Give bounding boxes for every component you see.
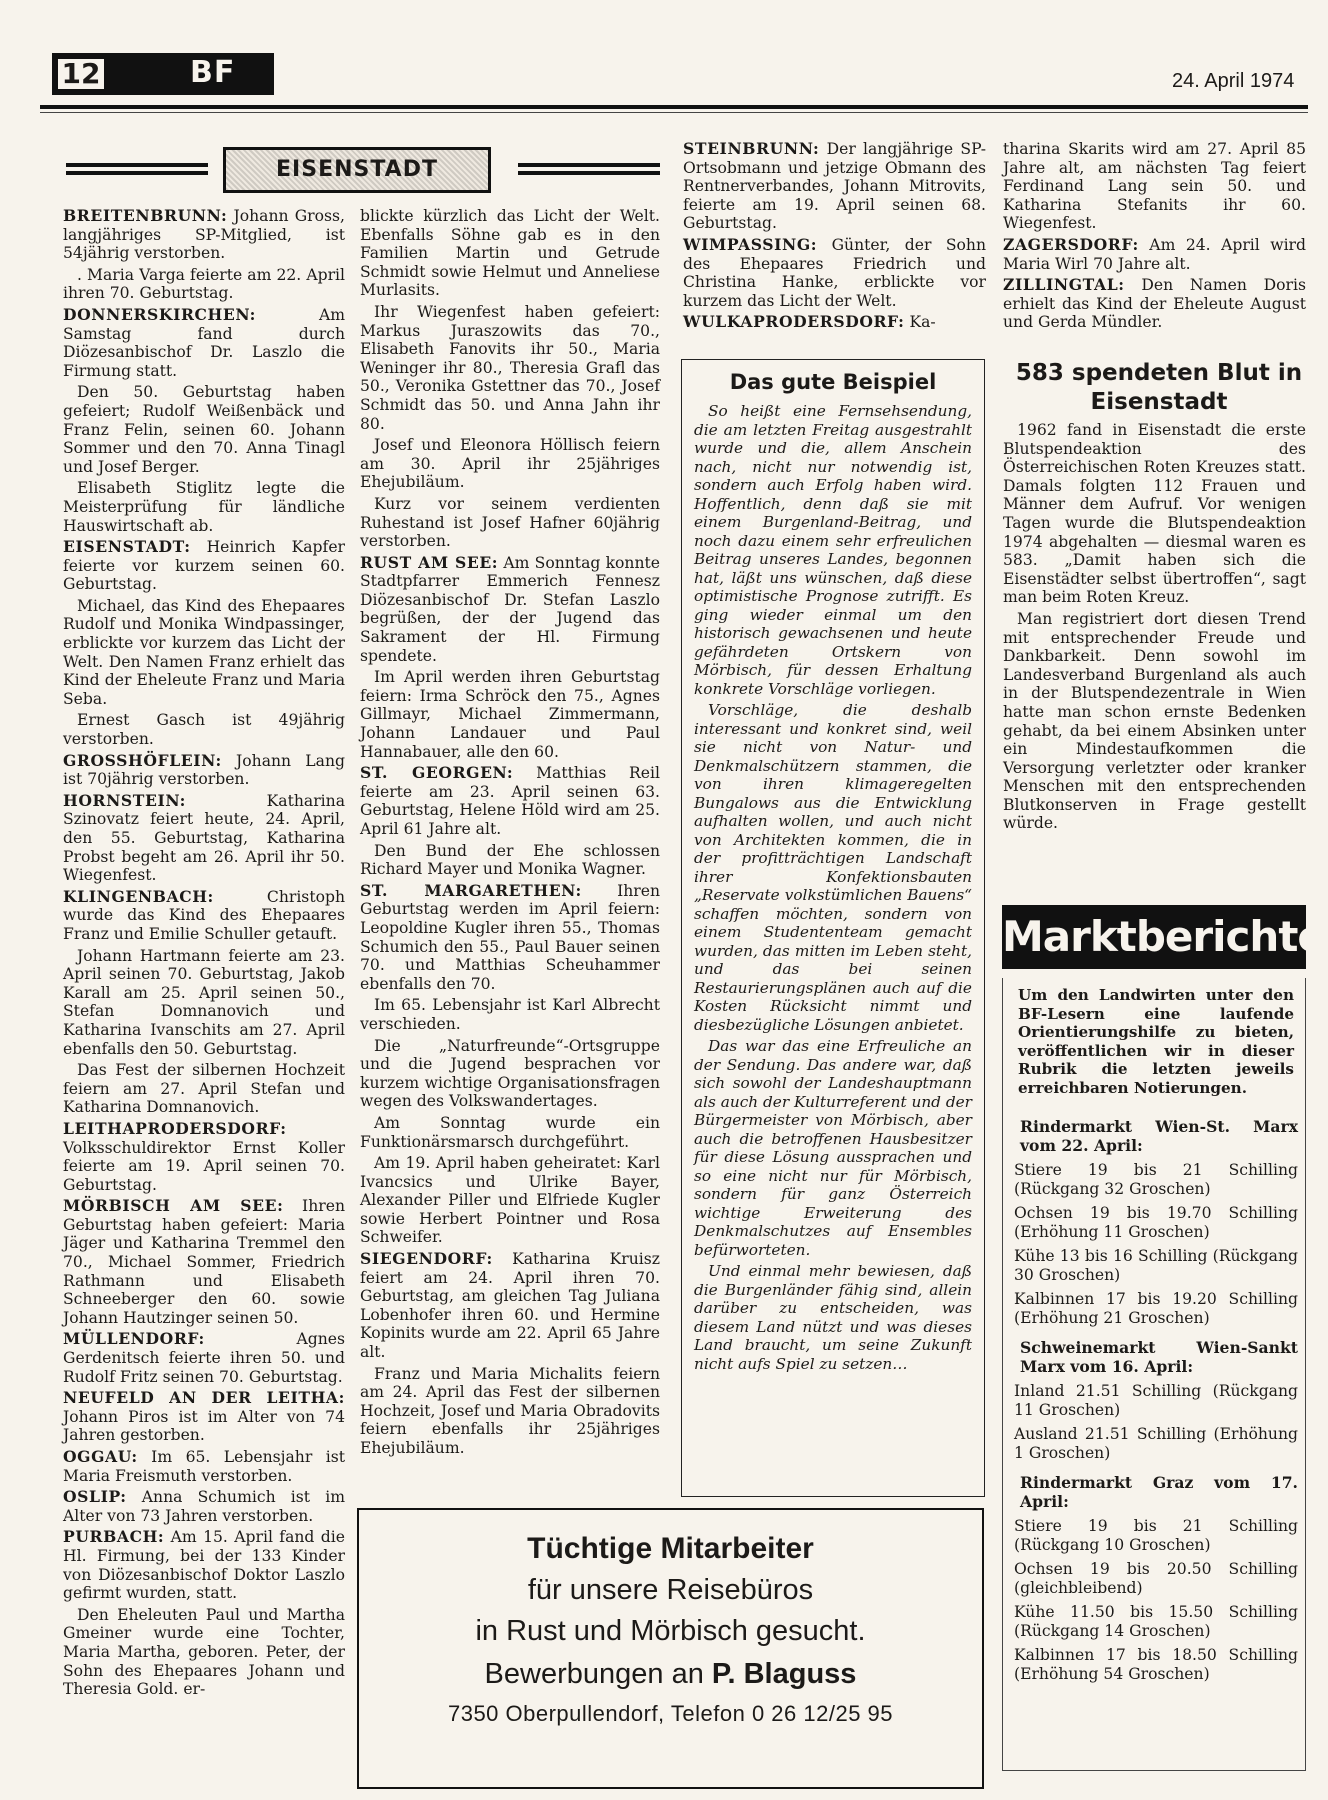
ad-contact-line <box>359 1658 982 1691</box>
news-item <box>360 842 660 879</box>
news-text: Den Eheleuten Paul und Martha Gmeiner wurde eine Tochter, Maria Martha, geboren. Peter, der Sohn des Ehepaares Johann und Theresia Gold. er- <box>63 1605 345 1699</box>
place-keyword: ST. GEORGEN: <box>360 763 514 783</box>
column-1 <box>63 207 345 1702</box>
news-text: Volksschuldirektor Ernst Koller feierte am 19. April seinen 70. Geburtstag. <box>63 1138 345 1194</box>
news-item <box>360 207 660 300</box>
news-item <box>63 306 345 380</box>
feature-paragraph: So heißt eine Fernsehsendung, die am letzten Freitag ausgestrahlt wurde und die, allem Anschein nach, nicht nur notwendig ist, sondern auch Erfolg haben wird. Hoffentlich, denn daß sie mit einem Burgenland-Beitrag, und noch dazu einem sehr erfreulichen Beitrag unseres Landes, begonnen hat, läßt uns wünschen, daß diese optimistische Prognose zutrifft. Es ging wieder einmal um den historisch gewachsenen und heute gefährdeten Ortskern von Mörbisch, für dessen Erhaltung konkrete Vorschläge vorliegen. <box>694 402 972 698</box>
news-text: Katharina Kruisz feiert am 24. April ihren 70. Geburtstag, am gleichen Tag Juliana Lobenhofer ihren 60. und Hermine Kopinits wurde am 22. April 65 Jahre alt. <box>360 1250 660 1362</box>
ad-address: 7350 Oberpullendorf, Telefon 0 26 12/25 95 <box>447 1701 894 1726</box>
news-item <box>63 1120 345 1194</box>
blood-paragraph: Man registriert dort diesen Trend mit entsprechender Freude und Dankbarkeit. Denn sowohl im Landesverband Burgenland als auch in der Blutspendezentrale in Wien hatte man schon ernste Bedenken gehabt, da bei einem Absinken unter ein Mindestaufkommen die Versorgung verletzter oder kranker Menschen mit den entsprechenden Blutkonserven in Frage gestellt würde. <box>1003 609 1306 833</box>
paper-name: BF <box>190 55 236 90</box>
market-heading: Rindermarkt Wien-St. Marx vom 22. April: <box>1020 1117 1298 1155</box>
blood-headline: 583 spendeten Blut in Eisenstadt <box>1015 360 1303 415</box>
place-keyword: DONNERSKIRCHEN: <box>63 304 257 324</box>
page-number: 12 <box>56 57 106 91</box>
news-item <box>360 1037 660 1111</box>
news-item <box>360 554 660 666</box>
market-quote: Stiere 19 bis 21 Schilling (Rückgang 10 Groschen) <box>1014 1517 1298 1554</box>
feature-paragraph: Das war das eine Erfreuliche an der Sendung. Das andere war, daß sich sowohl der Landeshauptmann als auch der Kulturreferent und der Bürgermeister von Mörbisch, aber auch die betroffenen Hausbesitzer für diese Lösung aussprachen und so eine nicht nur für Mörbisch, sondern für ganz Österreich wichtige Erweiterung des Denkmalschutzes auf Ensembles befürworteten. <box>694 1037 972 1259</box>
market-quote: Kalbinnen 17 bis 18.50 Schilling (Erhöhung 54 Groschen) <box>1014 1646 1298 1683</box>
blood-paragraph: 1962 fand in Eisenstadt die erste Blutspendeaktion des Österreichischen Roten Kreuzes statt. Damals folgten 112 Frauen und Männer dem Aufruf. Vor wenigen Tagen wurde die Blutspendeaktion 1974 abgehalten — diesmal waren es 583. „Damit haben sich die Eisenstädter selbst übertroffen“, sagt man beim Roten Kreuz. <box>1003 421 1306 607</box>
news-text: Das Fest der silbernen Hochzeit feiern am 27. April Stefan und Katharina Domnanovich. <box>63 1061 345 1117</box>
news-item <box>63 538 345 594</box>
news-text: Die „Naturfreunde“-Ortsgruppe und die Jugend besprachen vor kurzem wichtige Organisationsfragen wegen des Volkswandertages. <box>360 1036 660 1111</box>
column-2 <box>360 207 660 1461</box>
place-keyword: EISENSTADT: <box>63 537 191 557</box>
place-keyword: STEINBRUNN: <box>683 139 820 158</box>
ad-line-2: für unsere Reisebüros <box>527 1574 814 1606</box>
place-keyword: ZAGERSDORF: <box>1003 234 1139 254</box>
news-item <box>63 1528 345 1602</box>
ad-line-3: in Rust und Mörbisch gesucht. <box>475 1615 866 1647</box>
feature-box <box>681 359 985 1497</box>
news-text: Ihr Wiegenfest haben gefeiert: Markus Juraszowits das 70., Elisabeth Fanovits ihr 50., Maria Weninger ihr 80., Theresia Grafl das 50., Veronika Gstettner das 70., Josef Schmidt das 50. und Anna Jahn ihr 80. <box>360 302 660 433</box>
news-item <box>360 1114 660 1151</box>
news-item <box>63 207 345 263</box>
news-text: . Maria Varga feierte am 22. April ihren 70. Geburtstag. <box>63 265 345 303</box>
news-text: Am 15. April fand die Hl. Firmung, bei der 133 Kinder von Diözesanbischof Doktor Laszlo gefirmt wurden, statt. <box>63 1528 345 1603</box>
news-text: Günter, der Sohn des Ehepaares Friedrich und Christina Hanke, erblickte vor kurzem das Licht der Welt. <box>683 235 986 310</box>
news-item <box>360 1250 660 1362</box>
place-keyword: HORNSTEIN: <box>63 790 187 810</box>
news-item <box>63 947 345 1059</box>
place-keyword: OGGAU: <box>63 1447 138 1466</box>
market-intro: Um den Landwirten unter den BF-Lesern eine laufende Orientierungshilfe zu bieten, veröffentlichen wir in dieser Rubrik die letzten jeweils erreichbaren Notierungen. <box>1018 986 1294 1097</box>
news-text: Ernest Gasch ist 49jährig verstorben. <box>63 711 345 749</box>
news-text: tharina Skarits wird am 27. April 85 Jahre alt, am nächsten Tag feiert Ferdinand Lang sein 50. und Katharina Stefanits ihr 60. Wiegenfest. <box>1003 140 1306 233</box>
place-keyword: MÜLLENDORF: <box>63 1329 205 1349</box>
market-quote: Ochsen 19 bis 19.70 Schilling (Erhöhung 11 Groschen) <box>1014 1204 1298 1241</box>
column-3-top <box>683 140 986 335</box>
place-keyword: OSLIP: <box>63 1487 127 1507</box>
market-reports-title: Marktberichte <box>1002 905 1306 969</box>
news-item <box>360 303 660 433</box>
news-text: Am 19. April haben geheiratet: Karl Ivancsics und Ulrike Bayer, Alexander Piller und Elfriede Kugler sowie Herbert Pointner und Rosa Schweifer. <box>360 1154 660 1247</box>
place-keyword: ZILLINGTAL: <box>1003 275 1125 295</box>
news-item <box>360 1154 660 1247</box>
market-quote: Kalbinnen 17 bis 19.20 Schilling (Erhöhung 21 Groschen) <box>1014 1290 1298 1327</box>
news-text: Im 65. Lebensjahr ist Karl Albrecht verschieden. <box>360 996 660 1033</box>
news-item <box>63 792 345 885</box>
news-text: Am Sonntag konnte Stadtpfarrer Emmerich Fennesz Diözesanbischof Dr. Stefan Laszlo begrüßen, der der Jugend das Sakrament der Hl. Firmung spendete. <box>360 553 660 665</box>
news-item <box>360 764 660 838</box>
feature-body <box>694 402 972 1373</box>
news-text: Johann Gross, langjähriges SP-Mitglied, ist 54jährig verstorben. <box>63 207 345 263</box>
news-item <box>683 313 986 332</box>
news-text: Johann Hartmann feierte am 23. April seinen 70. Geburtstag, Jakob Karall am 25. April seinen 50., Stefan Domnanovich und Katharina Ivanschits am 27. April ebenfalls den 50. Geburtstag. <box>63 946 345 1058</box>
news-item <box>360 996 660 1033</box>
news-text: Ihren Geburtstag haben gefeiert: Maria Jäger und Katharina Tremmel den 70., Michael Sommer, Friedrich Rathmann und Elisabeth Schneeberger den 60. sowie Johann Hautzinger seinen 50. <box>63 1197 345 1327</box>
place-keyword: MÖRBISCH AM SEE: <box>63 1196 284 1216</box>
feature-paragraph: Und einmal mehr bewiesen, daß die Burgenländer fähig sind, allein darüber zu entscheiden, was diesem Land nützt und was dieses Land braucht, um seine Zukunft nicht aufs Spiel zu setzen… <box>694 1262 972 1373</box>
section-title: EISENSTADT <box>223 147 491 193</box>
news-text: Am Sonntag wurde ein Funktionärsmarsch durchgeführt. <box>360 1113 660 1151</box>
news-item <box>63 383 345 476</box>
place-keyword: KLINGENBACH: <box>63 886 214 906</box>
news-text: Katharina Szinovatz feiert heute, 24. April, den 55. Geburtstag, Katharina Probst begeht am 26. April ihr 50. Wiegenfest. <box>63 791 345 885</box>
news-item <box>63 1448 345 1485</box>
place-keyword: ST. MARGARETHEN: <box>360 880 582 900</box>
news-text: Josef und Eleonora Höllisch feiern am 30. April ihr 25jähriges Ehejubiläum. <box>360 436 660 492</box>
place-keyword: WULKAPRODERSDORF: <box>683 312 905 332</box>
news-text: Franz und Maria Michalits feiern am 24. April das Fest der silbernen Hochzeit, Josef und Maria Obradovits feiern ebenfalls ihr 25jähriges Ehejubiläum. <box>360 1364 660 1457</box>
header-rule <box>40 105 1308 109</box>
news-item <box>63 1330 345 1386</box>
market-heading: Schweinemarkt Wien-Sankt Marx vom 16. April: <box>1020 1338 1298 1376</box>
news-text: Anna Schumich ist im Alter von 73 Jahren verstorben. <box>63 1488 345 1525</box>
news-text: Der langjährige SP-Ortsobmann und jetzige Obmann des Rentnerverbandes, Johann Mitrovits, feierte am 19. April seinen 68. Geburtstag. <box>683 140 986 233</box>
section-rule-left <box>66 163 208 175</box>
market-heading: Rindermarkt Graz vom 17. April: <box>1020 1473 1298 1511</box>
column-4-top <box>1003 140 1306 335</box>
place-keyword: GROSSHÖFLEIN: <box>63 750 222 770</box>
news-text: blickte kürzlich das Licht der Welt. Ebenfalls Söhne gab es in den Familien Martin und Getrude Schmidt sowie Helmut und Anneliese Murlasits. <box>360 207 660 300</box>
market-quote: Kühe 11.50 bis 15.50 Schilling (Rückgang 14 Groschen) <box>1014 1603 1298 1640</box>
place-keyword: WIMPASSING: <box>683 234 818 254</box>
news-item <box>360 436 660 492</box>
news-text: Matthias Reil feierte am 23. April seinen 63. Geburtstag, Helene Höld wird am 25. April 61 Jahre alt. <box>360 764 660 838</box>
news-item <box>63 1197 345 1327</box>
news-text: Den Namen Doris erhielt das Kind der Eheleute August und Gerda Mündler. <box>1003 276 1306 332</box>
news-item <box>1003 236 1306 273</box>
news-text: Am Samstag fand durch Diözesanbischof Dr. Laszlo die Firmung statt. <box>63 305 345 380</box>
news-item <box>360 495 660 551</box>
news-item <box>683 140 986 233</box>
news-item <box>360 668 660 761</box>
market-quote: Kühe 13 bis 16 Schilling (Rückgang 30 Groschen) <box>1014 1247 1298 1284</box>
market-quote: Stiere 19 bis 21 Schilling (Rückgang 32 Groschen) <box>1014 1161 1298 1198</box>
news-item <box>63 597 345 709</box>
news-text: Agnes Gerdenitsch feierte ihren 50. und Rudolf Fritz seinen 70. Geburtstag. <box>63 1330 345 1386</box>
ad-headline: Tüchtige Mitarbeiter <box>527 1532 814 1565</box>
place-keyword: SIEGENDORF: <box>360 1249 493 1269</box>
news-text: Michael, das Kind des Ehepaares Rudolf und Monika Windpassinger, erblickte vor kurzem das Licht der Welt. Den Namen Franz erhielt das Kind der Eheleute Franz und Maria Seba. <box>63 596 345 708</box>
news-item <box>1003 276 1306 332</box>
news-text: Johann Piros ist im Alter von 74 Jahren gestorben. <box>63 1407 345 1445</box>
news-text: Ihren Geburtstag werden im April feiern: Leopoldine Kugler ihren 55., Thomas Schumich den 55., Paul Bauer seinen 70. und Matthias Scheuhammer ebenfalls den 70. <box>360 881 660 993</box>
news-item <box>683 236 986 310</box>
blood-article-body <box>1003 421 1306 836</box>
news-text: Heinrich Kapfer feierte vor kurzem seinen 60. Geburtstag. <box>63 538 345 594</box>
news-item <box>63 1061 345 1117</box>
ad-company-name: P. Blaguss <box>711 1658 857 1690</box>
news-text: Christoph wurde das Kind des Ehepaares Franz und Emilie Schuller getauft. <box>63 887 345 943</box>
news-text: Im April werden ihren Geburtstag feiern: Irma Schröck den 75., Agnes Gillmayr, Michael Zimmermann, Johann Landauer und Paul Hannabauer, alle den 60. <box>360 668 660 761</box>
news-text: Ka- <box>904 313 936 332</box>
news-text: Den 50. Geburtstag haben gefeiert; Rudolf Weißenbäck und Franz Felin, seinen 60. Johann Sommer und den 70. Anna Tinagl und Josef Berger. <box>63 383 345 476</box>
news-item <box>63 1488 345 1525</box>
market-quote: Ochsen 19 bis 20.50 Schilling (gleichbleibend) <box>1014 1560 1298 1597</box>
news-text: Im 65. Lebensjahr ist Maria Freismuth verstorben. <box>63 1448 345 1485</box>
feature-title: Das gute Beispiel <box>729 370 937 394</box>
news-text: Johann Lang ist 70jährig verstorben. <box>63 751 345 789</box>
header-rule-thin <box>40 112 1308 113</box>
news-item <box>1003 140 1306 233</box>
news-item <box>63 711 345 748</box>
news-text: Am 24. April wird Maria Wirl 70 Jahre alt. <box>1003 235 1306 273</box>
job-advertisement <box>357 1508 984 1789</box>
place-keyword: PURBACH: <box>63 1527 165 1547</box>
issue-date: 24. April 1974 <box>1172 70 1295 92</box>
market-list <box>1014 1118 1298 1689</box>
news-item <box>63 752 345 789</box>
news-item <box>360 1365 660 1458</box>
news-text: Den Bund der Ehe schlossen Richard Mayer und Monika Wagner. <box>360 841 660 879</box>
news-item <box>360 882 660 994</box>
section-rule-right <box>518 163 660 175</box>
news-item <box>63 1606 345 1699</box>
place-keyword: RUST AM SEE: <box>360 552 499 572</box>
news-item <box>63 1389 345 1445</box>
place-keyword: BREITENBRUNN: <box>63 206 228 225</box>
news-text: Elisabeth Stiglitz legte die Meisterprüfung für ländliche Hauswirtschaft ab. <box>63 479 345 535</box>
market-quote: Inland 21.51 Schilling (Rückgang 11 Groschen) <box>1014 1382 1298 1419</box>
news-text: Kurz vor seinem verdienten Ruhestand ist Josef Hafner 60jährig verstorben. <box>360 494 660 551</box>
feature-paragraph: Vorschläge, die deshalb interessant und konkret sind, weil sie nicht von Natur- und Denkmalschützern stammen, die von ihren klimageregelten Bungalows aus die Entwicklung aufhalten wollen, und auch nicht von Architekten kommen, die in der profitträchtigen Landschaft ihrer Konfektionsbauten „Reservate volkstümlichen Bauens“ schaffen möchten, sondern von einem Studententeam gemacht wurden, das mitten im Leben steht, und das bei seinen Restaurierungsplänen auch auf die Kosten Rücksicht nimmt und diesbezügliche Lösungen anbietet. <box>694 701 972 1034</box>
news-item <box>63 888 345 944</box>
news-item <box>63 479 345 535</box>
ad-contact-prefix: Bewerbungen an <box>484 1658 712 1690</box>
place-keyword: NEUFELD AN DER LEITHA: <box>63 1388 345 1408</box>
place-keyword: LEITHAPRODERSDORF: <box>63 1118 287 1138</box>
market-quote: Ausland 21.51 Schilling (Erhöhung 1 Groschen) <box>1014 1425 1298 1462</box>
news-item <box>63 266 345 303</box>
